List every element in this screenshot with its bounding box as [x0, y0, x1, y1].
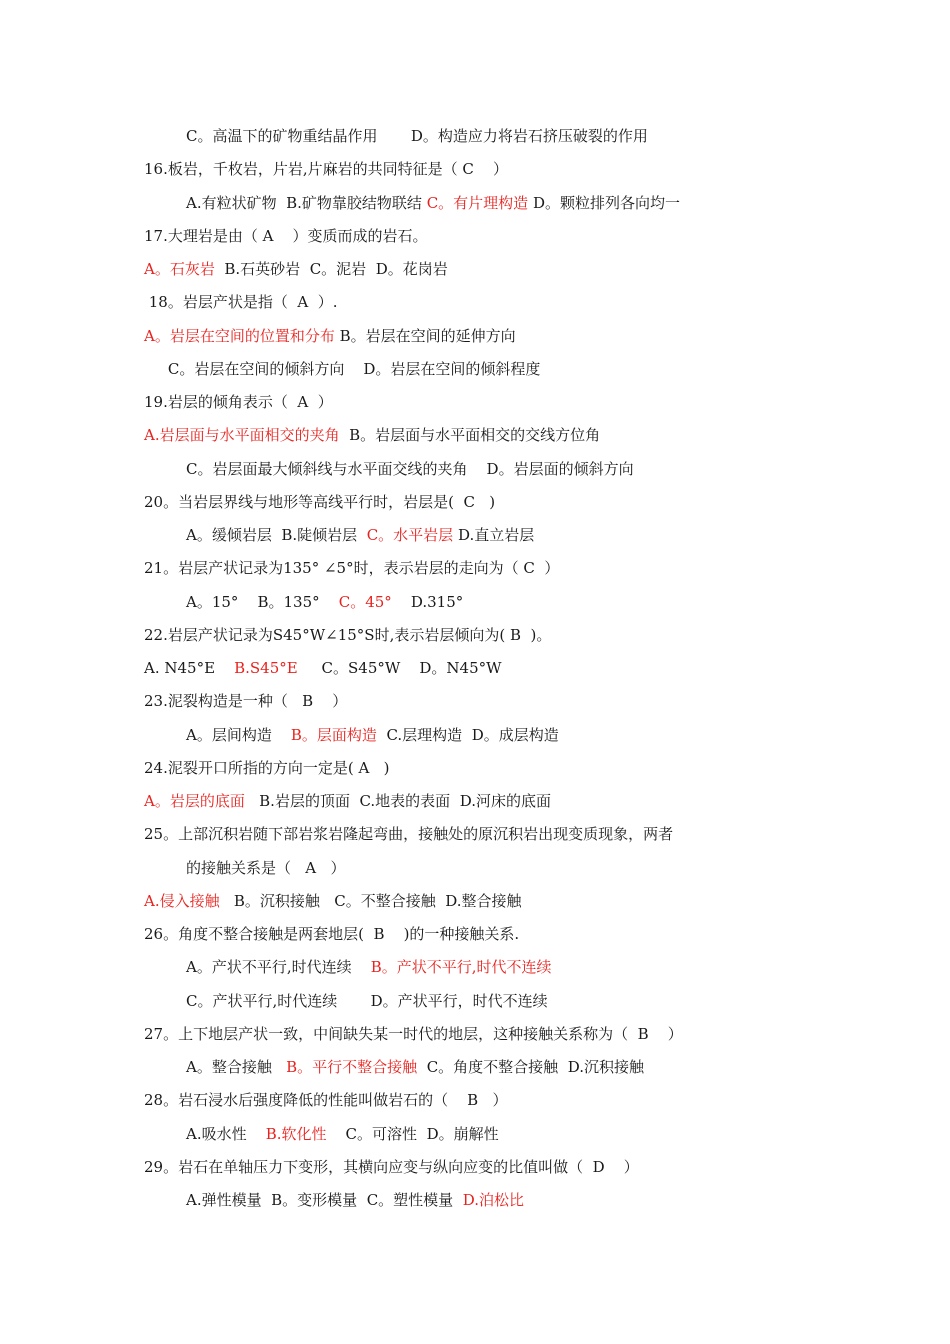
- answer-text: B.S45°E: [234, 659, 298, 677]
- text-line: [186, 126, 648, 146]
- answer-text: B。层面构造: [290, 725, 377, 744]
- text-segment: B。沉积接触 C。不整合接触 D.整合接触: [219, 891, 522, 910]
- text-segment: 17.大理岩是由（ A ）变质而成的岩石。: [144, 226, 428, 245]
- text-line: [144, 226, 428, 246]
- text-segment: 28。岩石浸水后强度降低的性能叫做岩石的（ B ）: [144, 1091, 508, 1110]
- text-line: [144, 758, 389, 778]
- text-line: [144, 326, 516, 346]
- text-line: [144, 891, 522, 911]
- text-segment: C。岩层在空间的倾斜方向 D。岩层在空间的倾斜程度: [144, 359, 541, 378]
- text-segment: A.吸水性: [186, 1124, 266, 1143]
- answer-text: A.侵入接触: [144, 891, 220, 910]
- text-segment: C.层理构造 D。成层构造: [376, 725, 559, 744]
- text-line: [144, 1157, 639, 1177]
- answer-text: D.泊松比: [462, 1191, 524, 1209]
- text-segment: 27。上下地层产状一致，中间缺失某一时代的地层，这种接触关系称为（ B ）: [144, 1024, 683, 1043]
- text-segment: C。可溶性 D。崩解性: [326, 1124, 499, 1143]
- text-segment: A。缓倾岩层 B.陡倾岩层: [186, 526, 367, 544]
- answer-text: A。石灰岩: [144, 260, 215, 278]
- text-segment: 26。角度不整合接触是两套地层( B )的一种接触关系.: [144, 925, 520, 943]
- answer-text: B.软化性: [265, 1124, 327, 1143]
- text-segment: D。颗粒排列各向均一: [528, 193, 680, 212]
- text-segment: 29。岩石在单轴压力下变形，其横向应变与纵向应变的比值叫做（ D ）: [144, 1157, 639, 1176]
- text-line: [144, 691, 347, 711]
- answer-text: C。45°: [338, 592, 392, 611]
- text-line: [144, 492, 495, 512]
- text-segment: A。整合接触: [186, 1058, 287, 1076]
- text-segment: 21。岩层产状记录为135° ∠5°时，表示岩层的走向为（ C ）: [144, 559, 560, 578]
- text-line: [144, 359, 540, 379]
- text-segment: 20。当岩层界线与地形等高线平行时，岩层是( C ): [144, 492, 496, 511]
- text-segment: B.石英砂岩 C。泥岩 D。花岗岩: [214, 260, 448, 278]
- text-line: [186, 1124, 499, 1144]
- text-segment: 19.岩层的倾角表示（ A ）: [144, 393, 333, 411]
- text-line: [144, 259, 448, 279]
- text-line: [144, 159, 508, 179]
- text-line: [186, 725, 559, 745]
- text-line: [144, 558, 559, 578]
- answer-text: C。水平岩层: [366, 526, 454, 544]
- text-line: [144, 791, 551, 811]
- text-segment: C。角度不整合接触 D.沉积接触: [417, 1058, 644, 1076]
- answer-text: B。平行不整合接触: [286, 1058, 418, 1076]
- text-segment: D.315°: [391, 592, 464, 611]
- text-segment: 24.泥裂开口所指的方向一定是( A ): [144, 758, 390, 777]
- text-line: [186, 1057, 644, 1077]
- text-segment: 25。上部沉积岩随下部岩浆岩隆起弯曲，接触处的原沉积岩出现变质现象，两者: [144, 825, 674, 844]
- text-segment: 16.板岩，千枚岩，片岩,片麻岩的共同特征是（ C ）: [144, 160, 508, 179]
- answer-text: A.岩层面与水平面相交的夹角: [144, 426, 340, 445]
- text-segment: 18。岩层产状是指（ A ）.: [144, 293, 338, 312]
- answer-text: C。有片理构造: [426, 193, 529, 212]
- text-line: [144, 425, 600, 445]
- text-segment: A.有粒状矿物 B.矿物靠胶结物联结: [186, 193, 427, 212]
- text-segment: A.弹性模量 B。变形模量 C。塑性模量: [186, 1191, 463, 1209]
- text-segment: A。15° B。135°: [186, 592, 339, 611]
- text-segment: 的接触关系是（ A ）: [186, 858, 346, 877]
- text-segment: C。产状平行,时代连续 D。产状平行，时代不连续: [186, 991, 548, 1010]
- text-line: [144, 292, 338, 312]
- text-line: [186, 957, 551, 977]
- text-line: [144, 658, 502, 678]
- answer-text: A。岩层在空间的位置和分布: [144, 326, 335, 345]
- text-segment: D.直立岩层: [453, 526, 535, 544]
- text-line: [144, 824, 673, 844]
- text-line: [186, 525, 534, 545]
- text-line: [186, 193, 680, 213]
- text-segment: B。岩层面与水平面相交的交线方位角: [339, 426, 601, 445]
- text-segment: B.岩层的顶面 C.地表的表面 D.河床的底面: [244, 792, 551, 810]
- answer-text: A。岩层的底面: [144, 792, 245, 810]
- text-segment: C。S45°W D。N45°W: [297, 659, 502, 677]
- text-line: [186, 991, 548, 1011]
- text-segment: 23.泥裂构造是一种（ B ）: [144, 692, 348, 711]
- text-segment: A。层间构造: [186, 725, 291, 744]
- text-line: [186, 858, 345, 878]
- text-line: [186, 459, 634, 479]
- text-line: [144, 1090, 508, 1110]
- text-segment: B。岩层在空间的延伸方向: [334, 326, 516, 345]
- text-line: [144, 924, 519, 944]
- text-line: [144, 1024, 683, 1044]
- text-segment: A. N45°E: [144, 659, 235, 677]
- text-line: [144, 625, 551, 645]
- text-segment: A。产状不平行,时代连续: [186, 958, 371, 977]
- text-line: [186, 1190, 524, 1210]
- text-line: [144, 392, 333, 412]
- text-segment: 22.岩层产状记录为S45°W∠15°S时,表示岩层倾向为( B )。: [144, 625, 552, 644]
- text-segment: C。岩层面最大倾斜线与水平面交线的夹角 D。岩层面的倾斜方向: [186, 459, 634, 478]
- text-segment: C。高温下的矿物重结晶作用 D。构造应力将岩石挤压破裂的作用: [186, 127, 648, 145]
- answer-text: B。产状不平行,时代不连续: [370, 958, 552, 977]
- text-line: [186, 592, 463, 612]
